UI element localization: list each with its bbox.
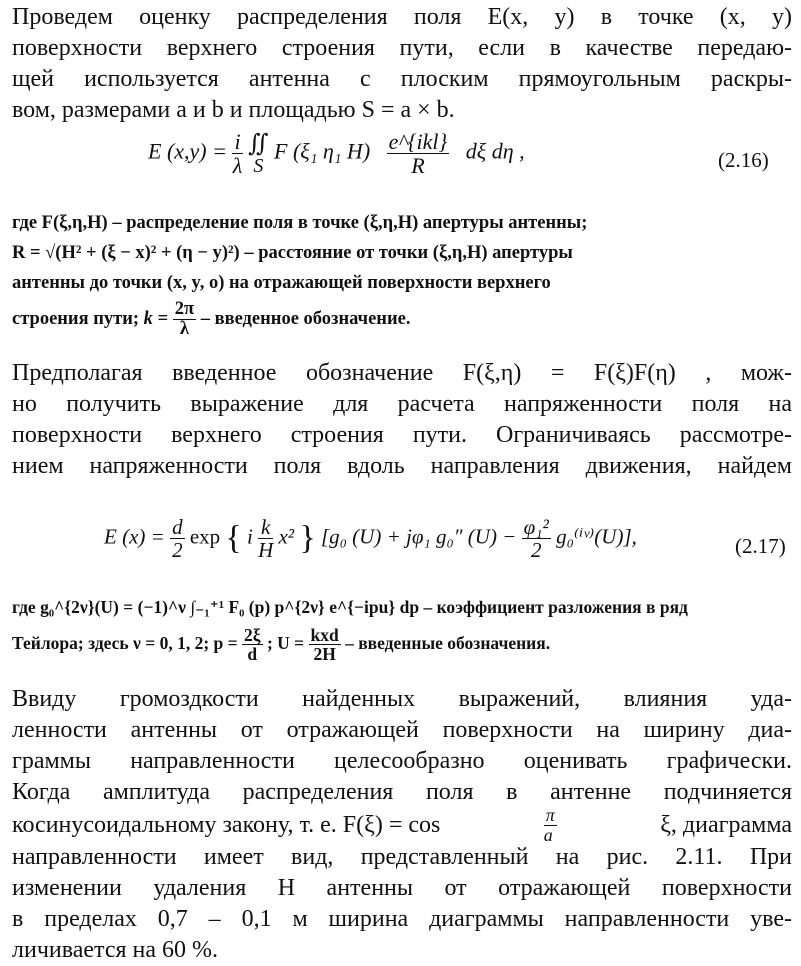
text-fragment: ; U = — [266, 632, 305, 653]
text-line — [12, 804, 792, 845]
definitions-block-1 — [12, 208, 794, 340]
left-brace: { — [225, 519, 242, 557]
text-line: ленности антенны от отражающей поверхности на ширину диа- — [12, 717, 792, 743]
frac-den: λ — [232, 153, 243, 179]
x-squared: x² — [278, 524, 295, 549]
eq-differentials: dξ dη , — [465, 138, 525, 164]
eq-fraction — [232, 130, 242, 177]
brace-i: i — [246, 524, 253, 549]
frac-den: 2 — [530, 538, 542, 563]
text-line: вом, размерами a и b и площадью S = a × b. — [12, 97, 455, 123]
frac-den: H — [258, 538, 274, 563]
p-fraction — [242, 626, 263, 664]
u-fraction — [309, 626, 341, 664]
text-fragment: косинусоидальному закону, т. е. F(ξ) = cos — [12, 811, 441, 838]
exp-function: exp — [189, 524, 221, 549]
paragraph-intro — [12, 2, 792, 126]
frac-den: a — [543, 824, 553, 845]
frac-den: 2 — [172, 538, 183, 563]
text-line: направленности имеет вид, представленный на рис. 2.11. При — [12, 844, 792, 870]
text-fragment: строения пути; — [12, 309, 140, 330]
text-fragment: Тейлора; здесь ν = 0, 1, 2; p = — [12, 632, 238, 653]
text-line: Когда амплитуда распределения поля в антенне подчиняется — [12, 779, 792, 805]
equation-2-17 — [104, 516, 637, 561]
cos-fraction — [544, 806, 557, 845]
text-line: изменении удаления H антенны от отражающей поверхности — [12, 875, 792, 901]
frac-num: 2π — [174, 299, 195, 319]
text-line — [12, 300, 794, 340]
eq-fraction — [170, 516, 185, 561]
frac-num: φ₁² — [523, 515, 549, 539]
text-line: R = √(H² + (ξ − x)² + (η − y)²) – расстояние от точки (ξ,η,H) апертуры — [12, 243, 573, 263]
text-line: Проведем оценку распределения поля E(x, y) в точке (x, y) — [12, 4, 792, 30]
text-line: Ввиду громоздкости найденных выражений, влияния уда- — [12, 686, 792, 712]
text-line: в пределах 0,7 – 0,1 м ширина диаграммы направленности уве- — [12, 906, 792, 932]
frac-den: 2H — [313, 644, 336, 665]
equation-number: (2.16) — [718, 148, 769, 172]
text-line: щей используется антенна с плоским прямоугольным раскры- — [12, 66, 792, 92]
frac-num: i — [234, 129, 241, 154]
eq-lhs: E (x) = — [104, 524, 165, 549]
frac-den: λ — [179, 319, 189, 340]
eq-integrand: F (ξ₁ η₁ H) — [274, 138, 371, 164]
text-line: граммы направленности целесообразно оценивать графически. — [12, 748, 792, 774]
integral-domain: S — [253, 154, 264, 177]
frac-num: d — [172, 515, 183, 539]
right-brace: } — [299, 519, 316, 557]
paragraph-conclusion — [12, 684, 792, 966]
eq-lhs: E (x,y) = — [148, 138, 227, 164]
text-line: антенны до точки (x, y, o) на отражающей поверхности верхнего — [12, 273, 551, 293]
frac-num: e^{ikl} — [388, 129, 448, 154]
text-line: поверхности верхнего строения пути. Ограничиваясь рассмотре- — [12, 422, 792, 448]
frac-den: R — [411, 153, 425, 179]
text-line: но получить выражение для расчета напряженности поля на — [12, 391, 792, 417]
text-line — [12, 626, 794, 664]
integral-sign: ∬ — [248, 130, 269, 157]
frac-num: π — [545, 804, 555, 825]
text-line: Предполагая введенное обозначение F(ξ,η) = F(ξ)F(η) , мож- — [12, 360, 792, 386]
text-line: где g₀^{2ν}(U) = (−1)^ν ∫₋₁⁺¹ F₀ (p) p^{2ν} e^{−ipu} dp – коэффициент разложения в ряд — [12, 597, 688, 617]
paragraph-derivation — [12, 358, 792, 482]
text-fragment: – введенное обозначение. — [200, 309, 411, 330]
phi-fraction — [522, 516, 551, 561]
frac-num: kxd — [310, 625, 339, 645]
equation-2-16 — [148, 130, 525, 177]
frac-den: d — [247, 644, 258, 665]
frac-num: k — [258, 516, 273, 539]
k-fraction — [173, 300, 196, 340]
equation-number: (2.17) — [735, 534, 786, 558]
eq-fraction — [387, 130, 450, 177]
text-line: нием напряженности поля вдоль направления движения, найдем — [12, 453, 792, 479]
text-fragment: ξ, диаграмма — [660, 811, 792, 838]
definitions-block-2 — [12, 592, 794, 664]
eq-tail: g₀⁽ⁱᵛ⁾(U)], — [556, 524, 637, 549]
text-line: где F(ξ,η,H) – распределение поля в точке (ξ,η,H) апертуры антенны; — [12, 213, 588, 233]
text-line: поверхности верхнего строения пути, если в качестве передаю- — [12, 35, 792, 61]
text-fragment: – введенные обозначения. — [345, 632, 551, 653]
text-line: личивается на 60 %. — [12, 937, 219, 963]
k-over-h-fraction — [258, 516, 273, 561]
double-integral — [248, 132, 268, 176]
frac-num: 2ξ — [244, 625, 261, 645]
k-lhs: k = — [143, 309, 169, 330]
eq-bracket: [g₀ (U) + jφ₁ g₀″ (U) − — [320, 524, 517, 549]
